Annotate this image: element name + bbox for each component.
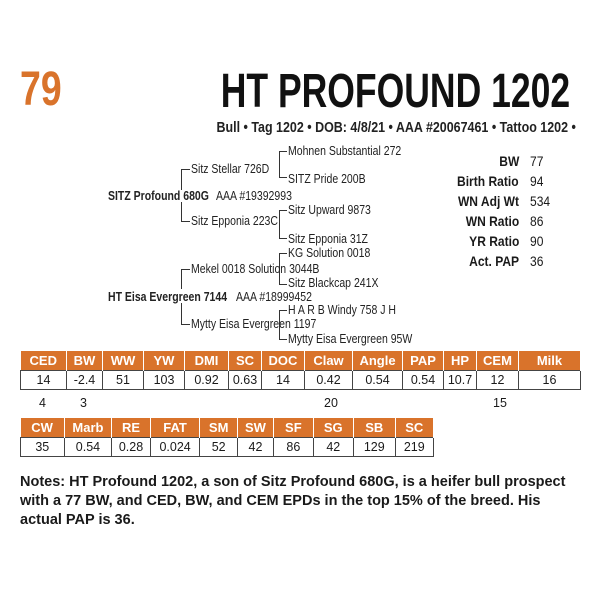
epd-header-ww: WW	[103, 351, 144, 371]
pedigree-sire-sire-dam: SITZ Pride 200B	[288, 172, 366, 186]
pedigree-line	[279, 339, 287, 340]
epd-value-ww: 51	[103, 371, 144, 390]
carcass-header-sf: SF	[274, 418, 313, 438]
stat-label: WN Ratio	[465, 213, 519, 229]
carcass-header-marb: Marb	[64, 418, 112, 438]
epd-value-ced: 14	[21, 371, 67, 390]
pedigree-dam-dam-dam: Mytty Eisa Evergreen 95W	[288, 332, 413, 346]
stat-value: 36	[530, 253, 544, 269]
carcass-value-sf: 86	[274, 438, 313, 457]
pedigree-dam-sire-dam: Sitz Blackcap 241X	[288, 276, 379, 290]
pedigree-line	[181, 303, 182, 324]
pedigree-dam-dam-sire: H A R B Windy 758 J H	[288, 303, 396, 317]
pedigree-line	[181, 269, 182, 289]
carcass-header-sg: SG	[313, 418, 353, 438]
carcass-header-re: RE	[112, 418, 150, 438]
pedigree-line	[279, 210, 280, 238]
carcass-header-sw: SW	[237, 418, 273, 438]
carcass-value-sg: 42	[313, 438, 353, 457]
carcass-value-re: 0.28	[112, 438, 150, 457]
pedigree-sire-dam-sire: Sitz Upward 9873	[288, 203, 371, 217]
epd-header-dmi: DMI	[185, 351, 229, 371]
pedigree-line	[279, 210, 287, 211]
lot-number: 79	[20, 63, 62, 116]
carcass-header-fat: FAT	[150, 418, 200, 438]
pedigree-dam-sire: Mekel 0018 Solution 3044B	[191, 262, 320, 276]
pedigree-line	[181, 221, 190, 222]
pedigree-line	[279, 151, 280, 177]
epd-table	[20, 351, 581, 390]
stat-label: BW	[498, 153, 519, 169]
epd-value-sc: 0.63	[229, 371, 262, 390]
epd-header-sc: SC	[229, 351, 262, 371]
carcass-header-sm: SM	[200, 418, 237, 438]
epd-percentile: 15	[493, 396, 507, 410]
pedigree-line	[279, 310, 287, 311]
epd-value-cem: 12	[477, 371, 519, 390]
epd-value-milk: 16	[519, 371, 581, 390]
epd-header-hp: HP	[444, 351, 477, 371]
epd-value-yw: 103	[144, 371, 185, 390]
pedigree-line	[279, 238, 287, 239]
pedigree-sire-dam-dam: Sitz Epponia 31Z	[288, 232, 368, 246]
epd-header-angle: Angle	[353, 351, 403, 371]
stat-value: 90	[530, 233, 544, 249]
epd-value-pap: 0.54	[403, 371, 444, 390]
epd-header-yw: YW	[144, 351, 185, 371]
stat-value: 86	[530, 213, 544, 229]
pedigree-dam-sire-sire: KG Solution 0018	[288, 246, 371, 260]
pedigree-sire: SITZ Profound 680G	[108, 189, 209, 203]
epd-header-claw: Claw	[305, 351, 353, 371]
pedigree-dam-reg: AAA #18999452	[236, 290, 312, 304]
pedigree-sire-reg: AAA #19392993	[216, 189, 292, 203]
epd-header-ced: CED	[21, 351, 67, 371]
stat-label: YR Ratio	[468, 233, 519, 249]
carcass-value-sc: 219	[395, 438, 433, 457]
pedigree-sire-dam: Sitz Epponia 223C	[191, 214, 278, 228]
epd-header-bw: BW	[67, 351, 103, 371]
epd-value-hp: 10.7	[444, 371, 477, 390]
epd-header-row	[21, 351, 581, 371]
carcass-value-fat: 0.024	[150, 438, 200, 457]
animal-details: Bull • Tag 1202 • DOB: 4/8/21 • AAA #20067461 • Tattoo 1202 •	[216, 120, 576, 136]
epd-value-claw: 0.42	[305, 371, 353, 390]
carcass-value-cw: 35	[21, 438, 65, 457]
stat-label: WN Adj Wt	[457, 193, 519, 209]
epd-value-row	[21, 371, 581, 390]
animal-name: HT PROFOUND 1202	[220, 65, 570, 118]
pedigree-line	[279, 177, 287, 178]
stat-value: 94	[530, 173, 544, 189]
epd-header-pap: PAP	[403, 351, 444, 371]
carcass-header-sc: SC	[395, 418, 433, 438]
pedigree-line	[279, 151, 287, 152]
epd-percentile: 4	[39, 396, 46, 410]
epd-value-angle: 0.54	[353, 371, 403, 390]
carcass-header-sb: SB	[354, 418, 396, 438]
carcass-value-marb: 0.54	[64, 438, 112, 457]
epd-value-doc: 14	[262, 371, 305, 390]
stat-label: Act. PAP	[469, 253, 519, 269]
epd-header-milk: Milk	[519, 351, 581, 371]
carcass-header-row	[21, 418, 434, 438]
pedigree-line	[181, 169, 190, 170]
epd-percentile: 20	[324, 396, 338, 410]
pedigree-line	[181, 202, 182, 221]
pedigree-line	[181, 324, 190, 325]
stat-value: 534	[530, 193, 551, 209]
stat-value: 77	[530, 153, 544, 169]
pedigree-line	[279, 253, 287, 254]
epd-percentile: 3	[80, 396, 87, 410]
pedigree-line	[181, 269, 190, 270]
pedigree-sire-sire-sire: Mohnen Substantial 272	[288, 144, 402, 158]
carcass-value-sm: 52	[200, 438, 237, 457]
epd-header-cem: CEM	[477, 351, 519, 371]
pedigree-line	[279, 284, 287, 285]
pedigree-dam-dam: Mytty Eisa Evergreen 1197	[191, 317, 317, 331]
pedigree-line	[181, 169, 182, 190]
carcass-header-cw: CW	[21, 418, 65, 438]
epd-header-doc: DOC	[262, 351, 305, 371]
pedigree-dam: HT Eisa Evergreen 7144	[108, 290, 228, 304]
epd-value-dmi: 0.92	[185, 371, 229, 390]
pedigree-sire-sire: Sitz Stellar 726D	[191, 162, 270, 176]
epd-value-bw: -2.4	[67, 371, 103, 390]
carcass-epd-table	[20, 418, 434, 457]
stat-label: Birth Ratio	[457, 173, 519, 189]
carcass-value-row	[21, 438, 434, 457]
carcass-value-sb: 129	[354, 438, 396, 457]
carcass-value-sw: 42	[237, 438, 273, 457]
notes: Notes: HT Profound 1202, a son of Sitz Profound 680G, is a heifer bull prospect with a 77 BW, and CED, BW, and CEM EPDs in the top 15% of the breed. His actual PAP is 36.	[20, 474, 566, 528]
